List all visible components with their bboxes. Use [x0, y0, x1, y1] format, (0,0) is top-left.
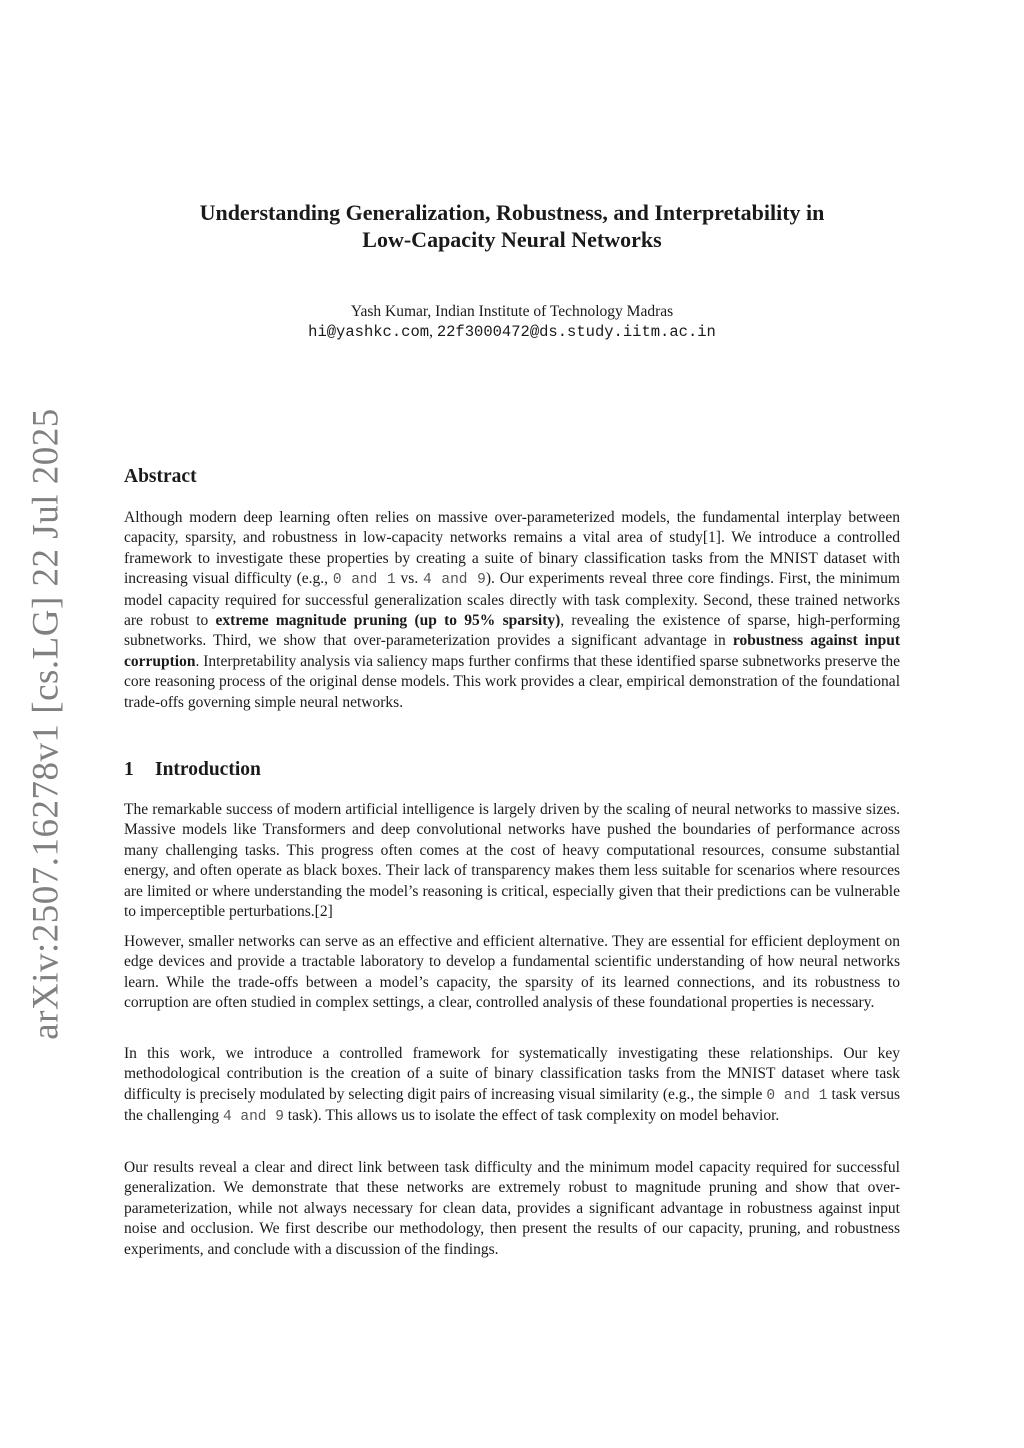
- intro-paragraph-3: In this work, we introduce a controlled framework for systematically investigating these relationships. Our key methodological contribution is the creation of a suite of binary classification tasks from the MNIST dataset where task difficulty is precisely modulated by selecting digit pairs of increasing visual similarity (e.g., the simple 0 and 1 task versus the challenging 4 and 9 task). This allows us to isolate the effect of task complexity on model behavior.: [124, 1045, 900, 1126]
- title-line-2: Low-Capacity Neural Networks: [362, 227, 662, 252]
- bold-emphasis: robustness against input corruption: [124, 632, 900, 670]
- abstract-paragraph: Although modern deep learning often relies on massive over-parameterized models, the fundamental interplay between capacity, sparsity, and robustness in low-capacity networks remains a vital area of study[1]. We introduce a controlled framework to investigate these properties by creating a suite of binary classification tasks from the MNIST dataset with increasing visual difficulty (e.g., 0 and 1 vs. 4 and 9). Our experiments reveal three core findings. First, the minimum model capacity required for successful generalization scales directly with task complexity. Second, these trained networks are robust to extreme magnitude pruning (up to 95% sparsity), revealing the existence of sparse, high-performing subnetworks. Third, we show that over-parameterization provides a significant advantage in robustness against input corruption. Interpretability analysis via saliency maps further confirms that these identified sparse subnetworks preserve the core reasoning process of the original dense models. This work provides a clear, empirical demonstration of the foundational trade-offs governing simple neural networks.: [124, 509, 901, 711]
- email-link-1[interactable]: hi@yashkc.com: [308, 323, 430, 341]
- intro-paragraph-1: The remarkable success of modern artificial intelligence is largely driven by the scaling of neural networks to massive sizes. Massive models like Transformers and deep convolutional networks have pushed the boundaries of performance across many challenging tasks. This progress often comes at the cost of heavy computational resources, consume substantial energy, and often operate as black boxes. Their lack of transparency makes them less suitable for scenarios where resources are limited or where understanding the model’s reasoning is critical, especially given that their predictions can be vulnerable to imperceptible perturbations.[2]: [124, 801, 900, 921]
- intro-paragraph-2: However, smaller networks can serve as an effective and efficient alternative. They are essential for efficient deployment on edge devices and provide a tractable laboratory to develop a fundamental scientific understanding of how neural networks learn. While the trade-offs between a model’s capacity, the sparsity of its learned connections, and its robustness to corruption are often studied in complex settings, a clear, controlled analysis of these foundational properties is necessary.: [124, 933, 900, 1012]
- inline-code: 0 and 1: [766, 1087, 828, 1104]
- author-affiliation: Yash Kumar, Indian Institute of Technology Madras: [350, 303, 674, 320]
- author-emails: [124, 322, 900, 342]
- section-title: Introduction: [155, 759, 261, 780]
- bold-emphasis: extreme magnitude pruning (up to 95% sparsity): [215, 612, 561, 630]
- title-line-1: Understanding Generalization, Robustness, and Interpretability in: [199, 200, 825, 225]
- paper-title: [124, 199, 900, 253]
- abstract-heading: Abstract: [124, 466, 197, 487]
- inline-code: 4 and 9: [423, 572, 486, 589]
- email-separator: ,: [429, 323, 437, 340]
- inline-code: 0 and 1: [332, 572, 396, 589]
- introduction-heading: [124, 759, 261, 781]
- arxiv-identifier: arXiv:2507.16278v1 [cs.LG] 22 Jul 2025: [25, 408, 67, 1040]
- inline-code: 4 and 9: [223, 1109, 284, 1126]
- intro-paragraph-4: Our results reveal a clear and direct link between task difficulty and the minimum model capacity required for successful generalization. We demonstrate that these networks are extremely robust to magnitude pruning and show that over-parameterization, while not always necessary for clean data, provides a significant advantage in robustness against input noise and occlusion. We first describe our methodology, then present the results of our capacity, pruning, and robustness experiments, and conclude with a discussion of the findings.: [124, 1159, 900, 1258]
- section-number: 1: [124, 759, 134, 780]
- author-block: [124, 302, 900, 342]
- email-link-2[interactable]: 22f3000472@ds.study.iitm.ac.in: [436, 323, 716, 341]
